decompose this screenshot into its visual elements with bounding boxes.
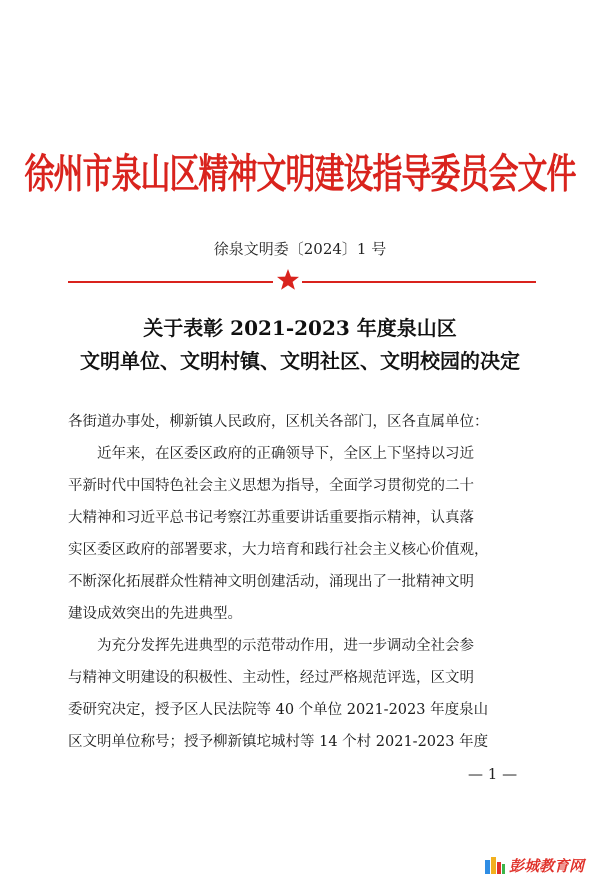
- body-line: 建设成效突出的先进典型。: [68, 606, 242, 622]
- watermark-text: 彭城教育网: [509, 856, 585, 875]
- page-number: — 1 —: [468, 765, 518, 783]
- body-line: 委研究决定，授予区人民法院等 40 个单位 2021-2023 年度泉山: [68, 702, 489, 718]
- document-number: 徐泉文明委〔2024〕1 号: [213, 240, 387, 258]
- body-line: 为充分发挥先进典型的示范带动作用，进一步调动全社会参: [68, 638, 474, 654]
- body-line: 与精神文明建设的积极性、主动性，经过严格规范评选，区文明: [68, 670, 474, 686]
- issuing-authority-title: 徐州市泉山区精神文明建设指导委员会文件: [24, 150, 576, 199]
- body-line: 实区委区政府的部署要求，大力培育和践行社会主义核心价值观，: [68, 542, 489, 558]
- star-icon: [276, 268, 300, 292]
- body-line: 各街道办事处，柳新镇人民政府，区机关各部门，区各直属单位：: [68, 414, 489, 430]
- site-watermark: [484, 854, 584, 876]
- body-line: 不断深化拓展群众性精神文明创建活动，涌现出了一批精神文明: [68, 574, 474, 590]
- body-line: 大精神和习近平总书记考察江苏重要讲话重要指示精神，认真落: [68, 510, 474, 526]
- books-icon: [484, 854, 506, 876]
- body-line: 区文明单位称号；授予柳新镇坨城村等 14 个村 2021-2023 年度: [68, 734, 489, 750]
- body-line: 近年来，在区委区政府的正确领导下，全区上下坚持以习近: [68, 446, 474, 462]
- decision-title-line-1: 关于表彰 2021-2023 年度泉山区: [143, 316, 457, 340]
- body-line: 平新时代中国特色社会主义思想为指导，全面学习贯彻党的二十: [68, 478, 474, 494]
- decision-title-line-2: 文明单位、文明村镇、文明社区、文明校园的决定: [80, 349, 520, 373]
- red-divider-right: [302, 281, 536, 283]
- red-divider-left: [68, 281, 273, 283]
